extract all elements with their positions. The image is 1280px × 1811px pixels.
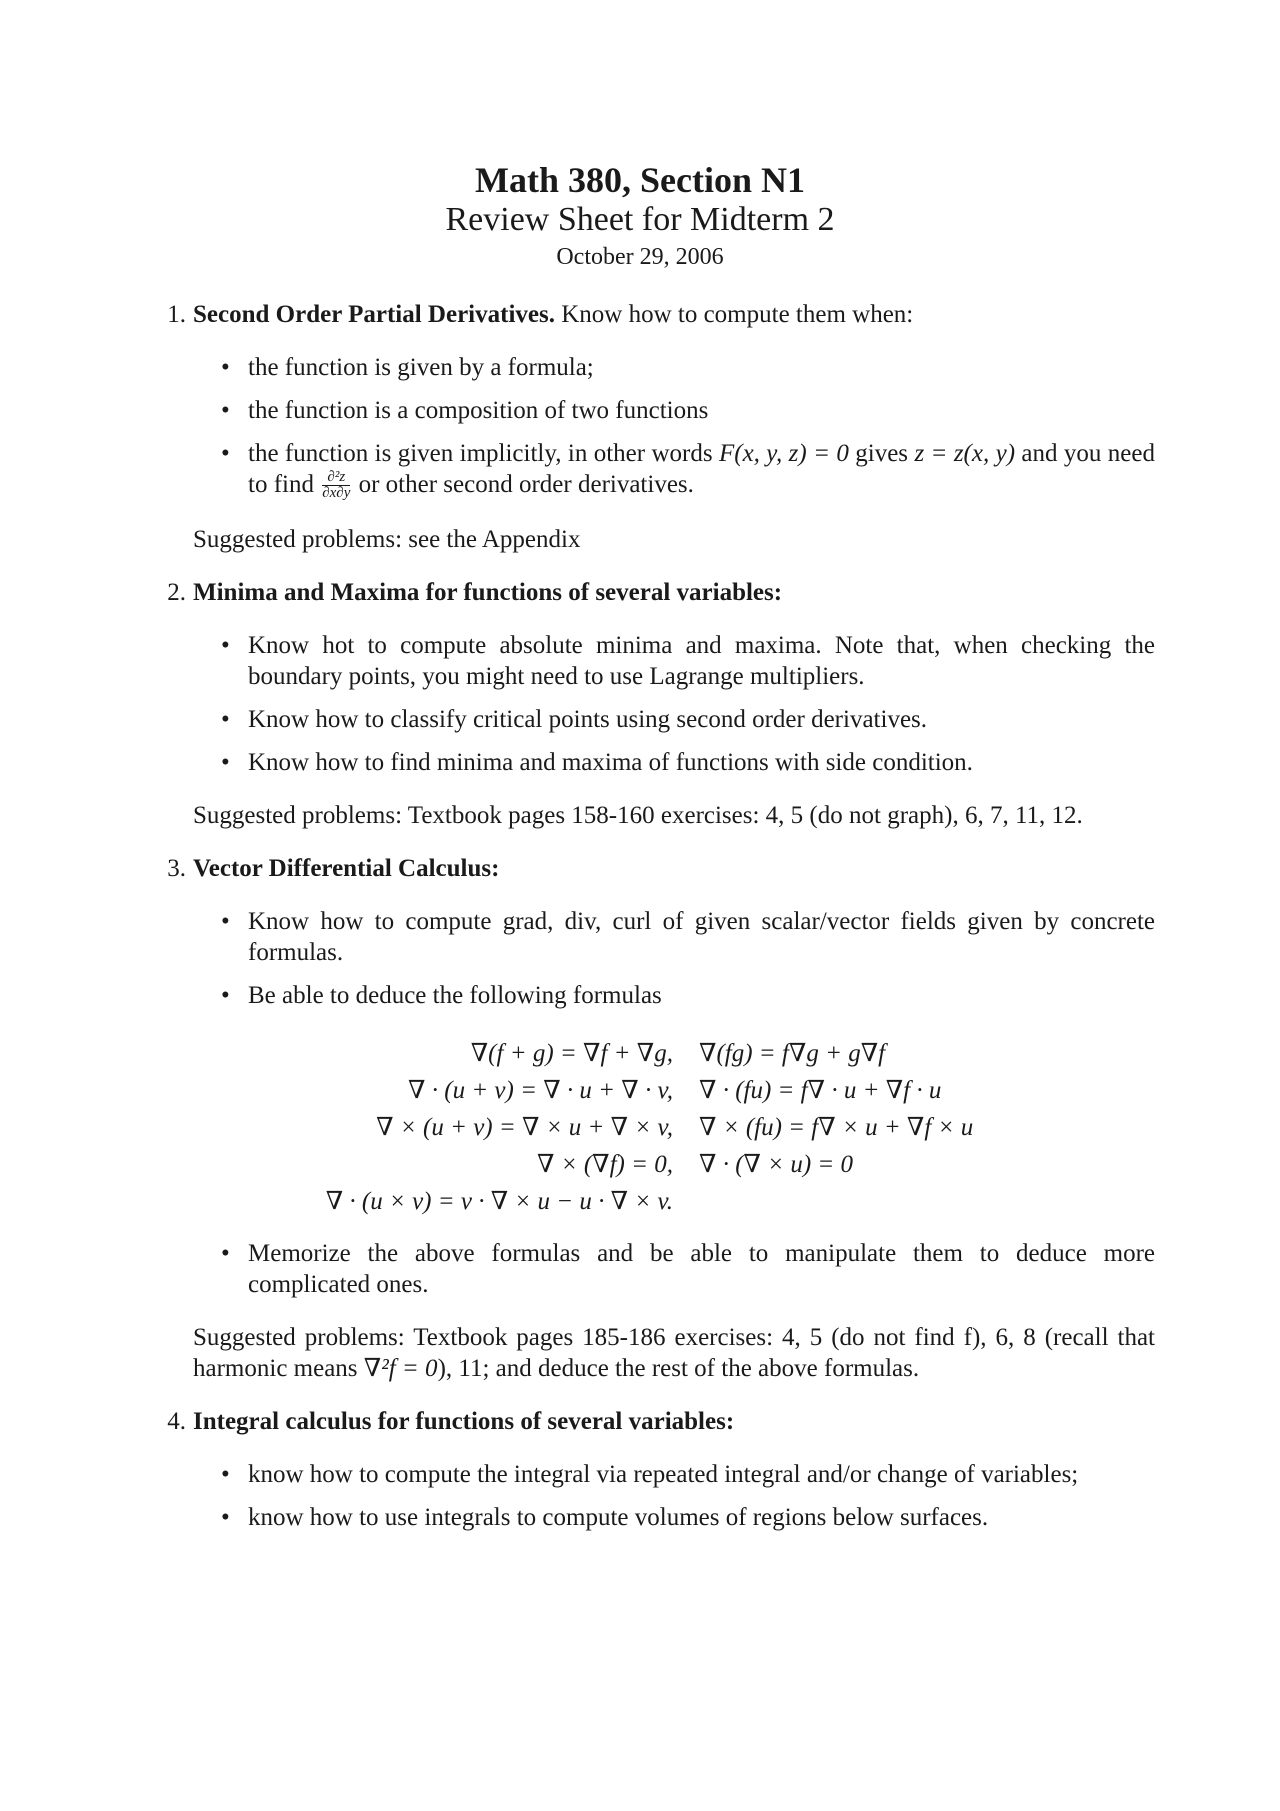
section-number: 3. [167, 855, 186, 883]
formula-block [248, 1035, 1155, 1220]
section-title: Minima and Maxima for functions of several variables: [193, 579, 783, 607]
formula-left: ∇ · (u + v) = ∇ · u + ∇ · v, [408, 1077, 673, 1105]
section-number: 2. [167, 579, 186, 607]
bullet-list [193, 1459, 1155, 1533]
document-title: Math 380, Section N1 [475, 160, 805, 200]
list-item: • Memorize the above formulas and be able to manipulate them to deduce more complicated ones. [248, 1238, 1155, 1300]
section-1 [160, 299, 1155, 556]
section-heading [193, 1406, 1155, 1437]
bullet-list [193, 630, 1155, 778]
math-expression: ∇²f = 0 [363, 1355, 438, 1383]
text: ), 11; and deduce the rest of the above formulas. [437, 1355, 920, 1383]
section-title: Vector Differential Calculus: [193, 855, 500, 883]
list-item [248, 980, 1155, 1220]
list-item: • Know how to find minima and maxima of functions with side condition. [248, 747, 1155, 778]
suggested-problems [193, 1322, 1155, 1384]
section-intro: Know how to compute them when: [561, 300, 914, 328]
formula-left: ∇ · (u × v) = v · ∇ × u − u · ∇ × v. [325, 1188, 673, 1216]
section-heading [193, 299, 1155, 330]
section-heading [193, 853, 1155, 884]
bullet-list [193, 906, 1155, 1300]
text: Suggested problems: Textbook pages 185-186 exercises: 4, 5 (do not find f), 6, 8 (recall that harmonic means [193, 1324, 1155, 1383]
list-item: • the function is a composition of two functions [248, 395, 1155, 426]
formula-right: ∇(fg) = f∇g + g∇f [699, 1040, 886, 1068]
section-title: Integral calculus for functions of several variables: [193, 1408, 735, 1436]
sections [160, 299, 1155, 1534]
list-item: • Know how to classify critical points using second order derivatives. [248, 704, 1155, 735]
formula-row [248, 1109, 973, 1146]
suggested-problems: Suggested problems: see the Appendix [193, 526, 581, 554]
list-item: • know how to use integrals to compute volumes of regions below surfaces. [248, 1502, 1155, 1533]
fraction-numerator: ∂²z [322, 470, 350, 487]
text: and you need to find [248, 439, 1155, 498]
math-expression: F(x, y, z) = 0 [718, 439, 849, 467]
text: Be able to deduce the following formulas [248, 982, 662, 1010]
section-number: 1. [167, 300, 186, 328]
formula-right: ∇ × (fu) = f∇ × u + ∇f × u [699, 1114, 974, 1142]
text: or other second order derivatives. [358, 470, 694, 498]
document-header [125, 160, 1155, 273]
list-item: • know how to compute the integral via repeated integral and/or change of variables; [248, 1459, 1155, 1490]
formula-row [248, 1183, 973, 1220]
list-item [248, 438, 1155, 503]
section-2 [160, 577, 1155, 831]
formula-row [248, 1072, 973, 1109]
section-4 [160, 1406, 1155, 1533]
formula-right [699, 1183, 973, 1220]
fraction [322, 470, 350, 503]
math-expression: z = z(x, y) [914, 439, 1016, 467]
text: gives [855, 439, 909, 467]
text: the function is given implicitly, in other words [248, 439, 713, 467]
formula-left: ∇ × (∇f) = 0, [537, 1151, 673, 1179]
document-subtitle: Review Sheet for Midterm 2 [445, 201, 835, 239]
section-title: Second Order Partial Derivatives. [193, 300, 555, 328]
page [160, 160, 1155, 1555]
formula-right: ∇ · (∇ × u) = 0 [699, 1151, 854, 1179]
list-item: • the function is given by a formula; [248, 352, 1155, 383]
list-item: • Know how to compute grad, div, curl of given scalar/vector fields given by concrete formulas. [248, 906, 1155, 968]
formula-left: ∇(f + g) = ∇f + ∇g, [470, 1040, 673, 1068]
formula-table [248, 1035, 973, 1220]
bullet-list [193, 352, 1155, 503]
fraction-denominator: ∂x∂y [322, 485, 351, 502]
formula-row [248, 1035, 973, 1072]
section-number: 4. [167, 1408, 186, 1436]
section-3 [160, 853, 1155, 1384]
formula-right: ∇ · (fu) = f∇ · u + ∇f · u [699, 1077, 942, 1105]
document-date: October 29, 2006 [556, 243, 724, 270]
formula-left: ∇ × (u + v) = ∇ × u + ∇ × v, [376, 1114, 673, 1142]
suggested-problems: Suggested problems: Textbook pages 158-160 exercises: 4, 5 (do not graph), 6, 7, 11, 12. [193, 802, 1083, 830]
section-heading [193, 577, 1155, 608]
formula-row [248, 1146, 973, 1183]
list-item: • Know hot to compute absolute minima and maxima. Note that, when checking the boundary points, you might need to use Lagrange multipliers. [248, 630, 1155, 692]
